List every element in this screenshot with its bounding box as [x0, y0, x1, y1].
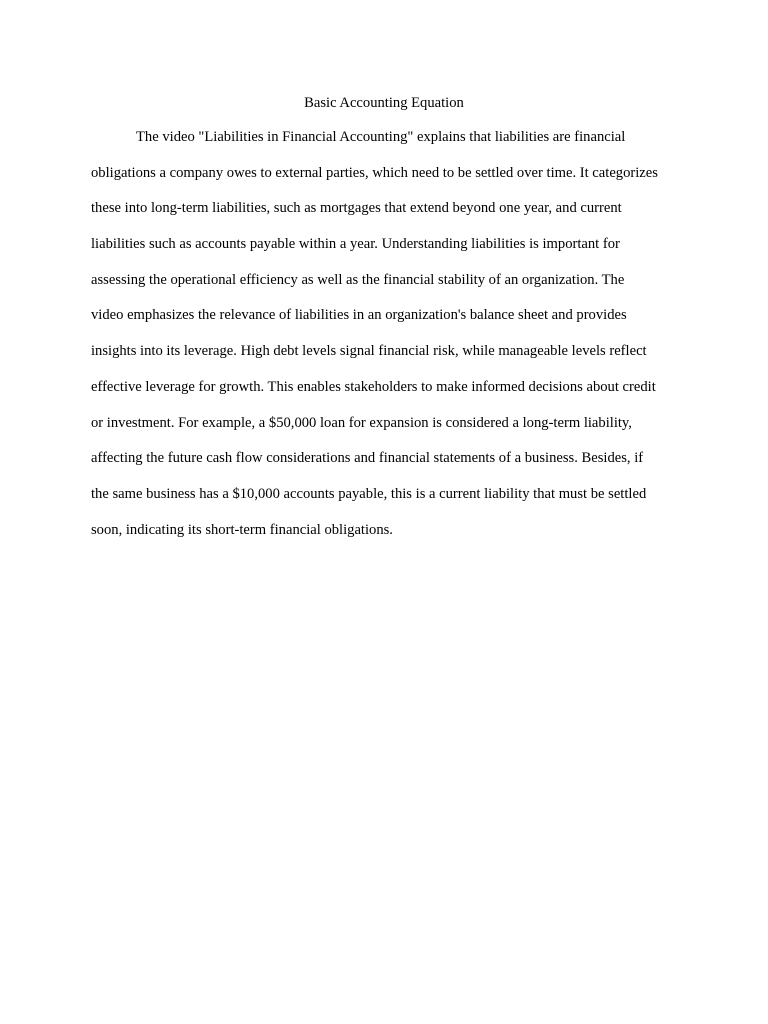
document-title: Basic Accounting Equation: [304, 95, 464, 111]
paragraph-line: video emphasizes the relevance of liabilities in an organization's balance sheet and provides: [91, 307, 627, 324]
paragraph-line: soon, indicating its short-term financial obligations.: [91, 521, 393, 538]
paragraph-line: the same business has a $10,000 accounts payable, this is a current liability that must be settled: [91, 485, 647, 502]
paragraph-line: The video "Liabilities in Financial Accounting" explains that liabilities are financial: [136, 129, 626, 145]
paragraph-line: liabilities such as accounts payable within a year. Understanding liabilities is important for: [91, 236, 620, 253]
body-paragraph: [91, 125, 691, 553]
paragraph-line: or investment. For example, a $50,000 loan for expansion is considered a long-term liability,: [91, 414, 632, 431]
paragraph-line: affecting the future cash flow considerations and financial statements of a business. Besides, if: [91, 450, 644, 467]
paragraph-line: assessing the operational efficiency as well as the financial stability of an organization. The: [91, 271, 625, 288]
paragraph-line: effective leverage for growth. This enables stakeholders to make informed decisions about credit: [91, 378, 656, 395]
paragraph-line: insights into its leverage. High debt levels signal financial risk, while manageable levels reflect: [91, 343, 647, 360]
paragraph-line: obligations a company owes to external parties, which need to be settled over time. It categorizes: [91, 164, 658, 181]
paragraph-line: these into long-term liabilities, such as mortgages that extend beyond one year, and current: [91, 200, 622, 217]
